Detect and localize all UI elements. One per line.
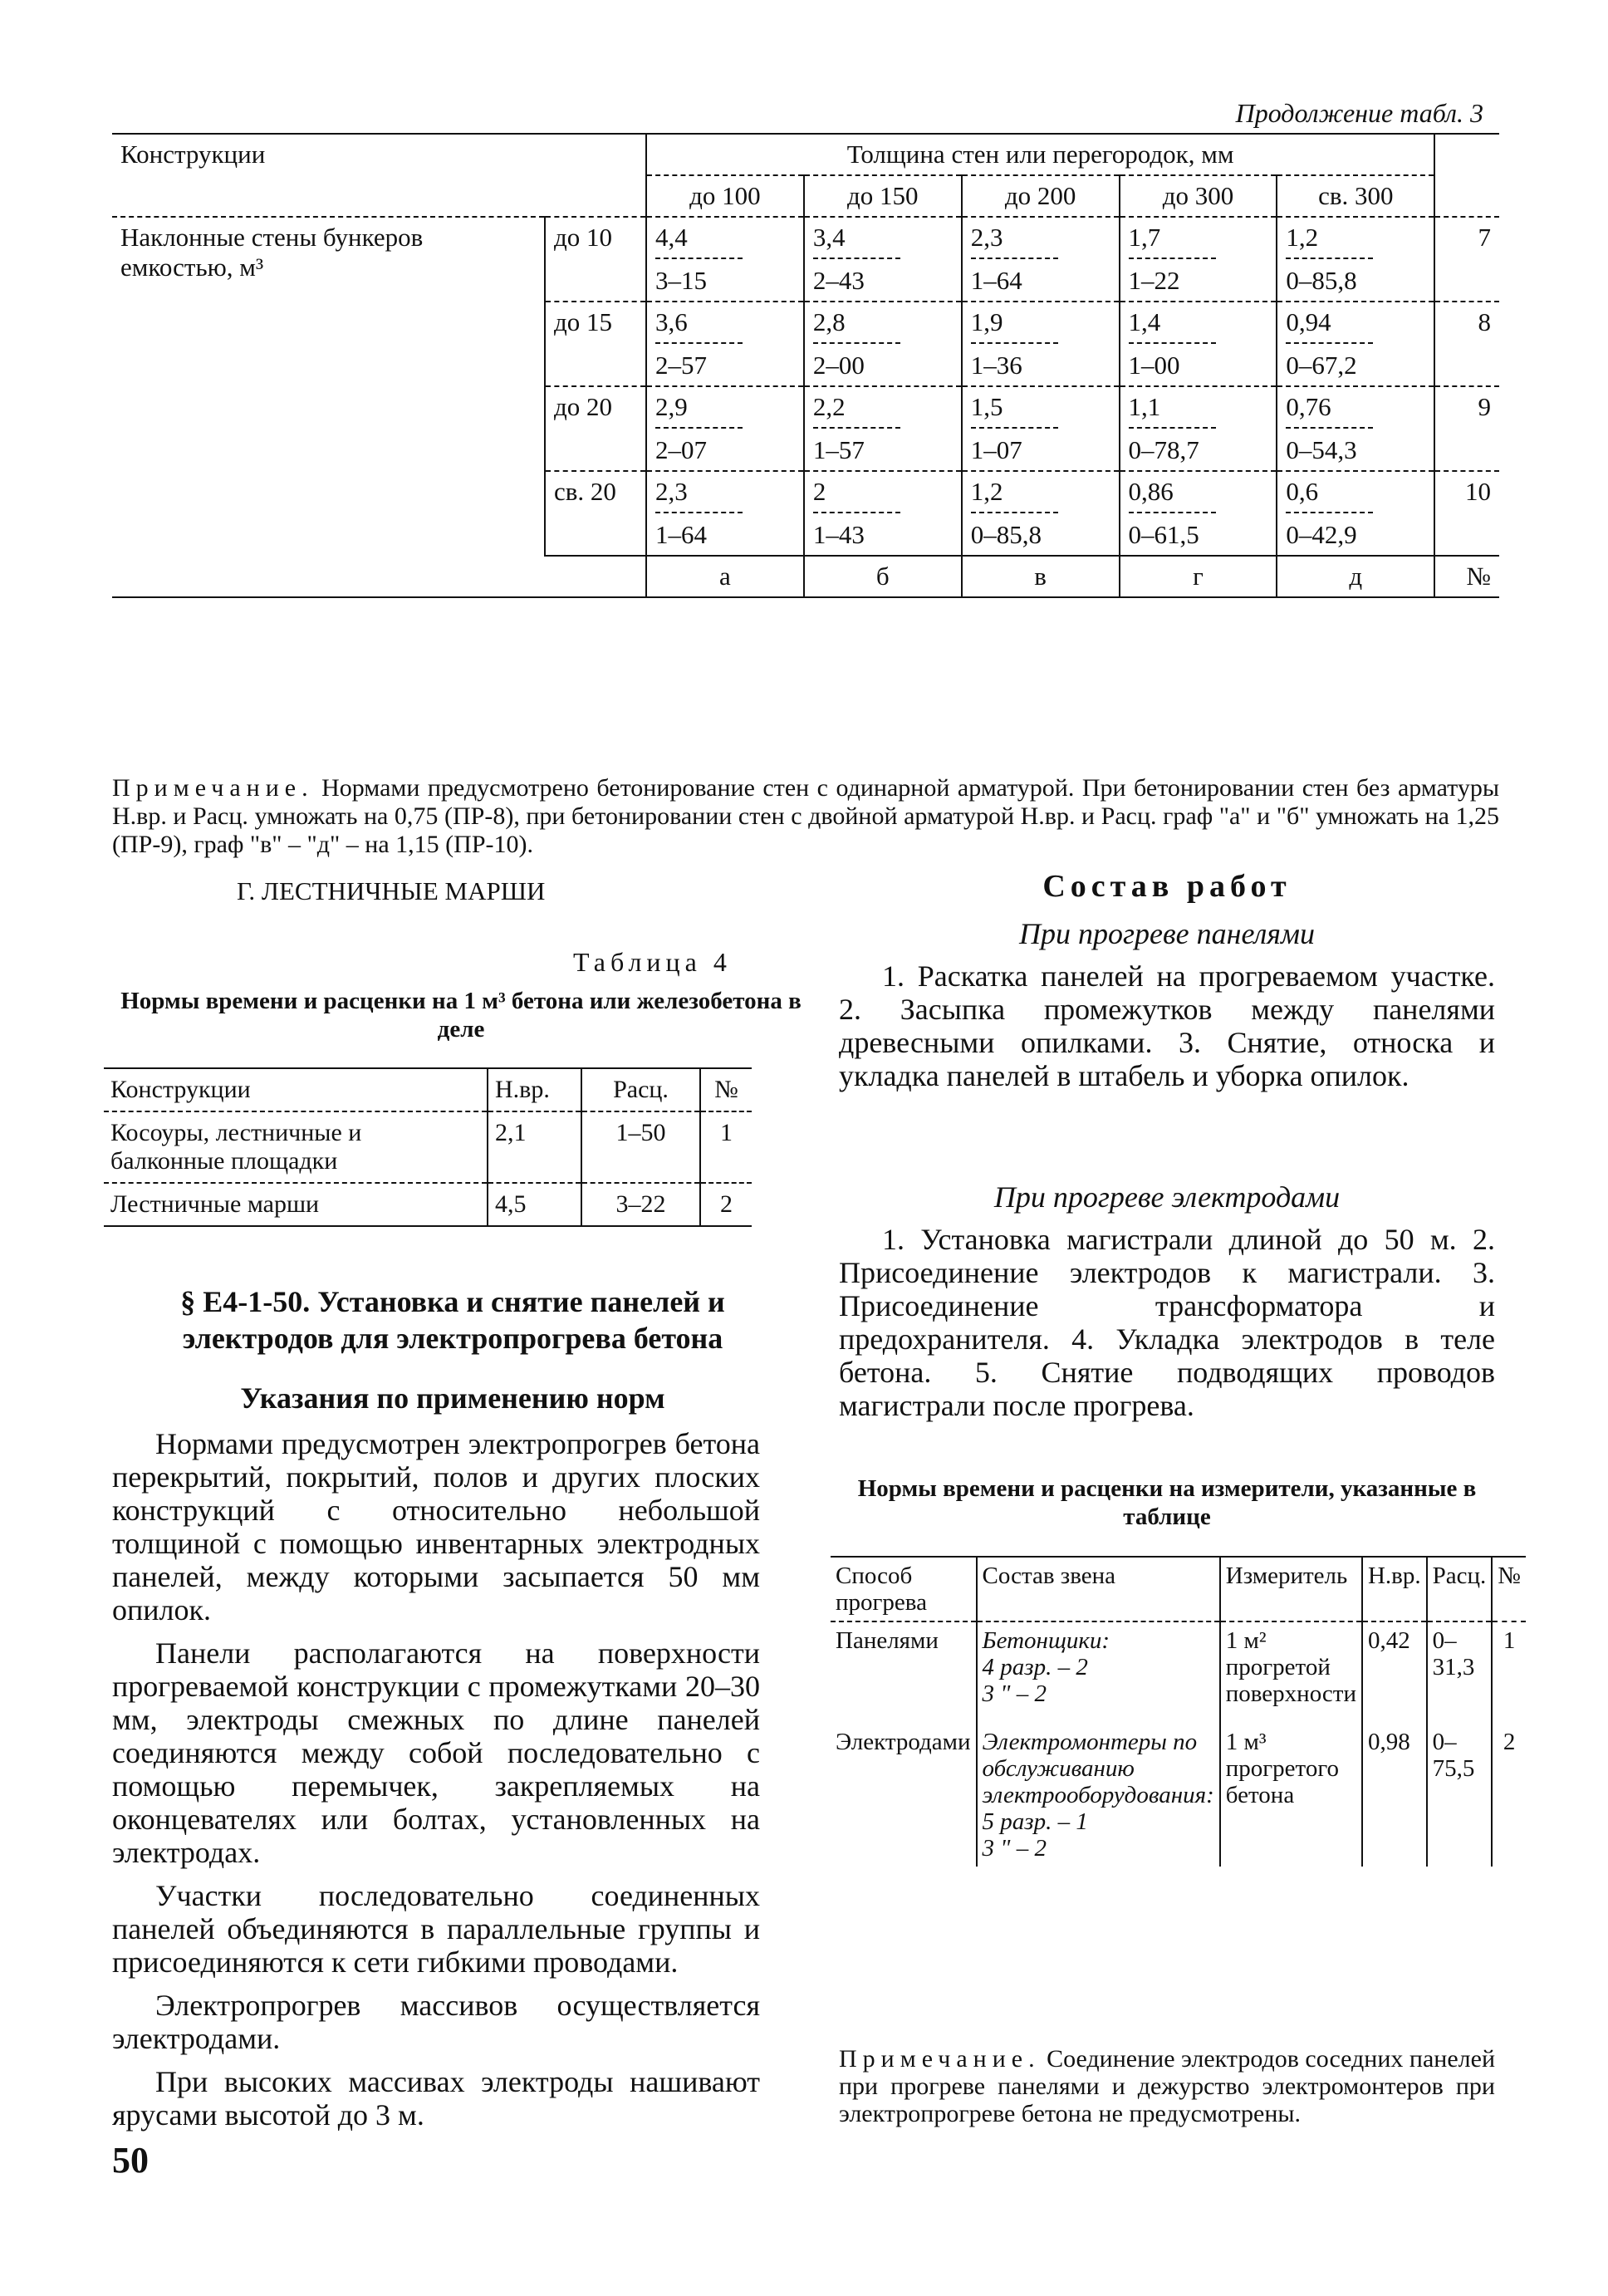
table-header: Н.вр. — [488, 1068, 581, 1111]
thickness-col: св. 300 — [1277, 175, 1434, 217]
table-cell: $\frac{1,1}{0-78,7}$ — [1120, 386, 1277, 471]
table-cell: $\frac{0,86}{0-61,5}$ — [1120, 471, 1277, 556]
panels-text-block — [839, 959, 1495, 1092]
table3-note — [112, 774, 1499, 859]
table-cell: $\frac{3,4}{2-43}$ — [804, 217, 962, 302]
column-letter: а — [646, 556, 804, 597]
electrodes-text-block — [839, 1223, 1495, 1422]
table-cell: $\frac{2,9}{2-07}$ — [646, 386, 804, 471]
table-cell: $\frac{1,5}{1-07}$ — [962, 386, 1120, 471]
table-cell: $\frac{1,4}{1-00}$ — [1120, 302, 1277, 386]
paragraph: Нормами предусмотрен электропрогрев бетона перекрытий, покрытий, полов и других плоских конструкций с относительно небольшой толщиной с помощью инвентарных электродных панелей, между которыми засыпается 50 мм опилок. — [112, 1427, 760, 1626]
table-cell: 4,5 — [488, 1183, 581, 1226]
thickness-col: до 150 — [804, 175, 962, 217]
table-header: № — [700, 1068, 752, 1111]
table-cell: Бетонщики: 4 разр. – 2 3 " – 2 — [977, 1621, 1220, 1712]
number-label: № — [1434, 556, 1499, 597]
table-cell: $\frac{2,3}{1-64}$ — [646, 471, 804, 556]
table-cell: 2 — [1492, 1712, 1526, 1867]
table-3 — [112, 133, 1499, 598]
paragraph: Электропрогрев массивов осуществляется электродами. — [112, 1989, 760, 2055]
table-4 — [104, 1067, 752, 1227]
table-cell: 1 — [700, 1111, 752, 1183]
table-cell: $\frac{0,76}{0-54,3}$ — [1277, 386, 1434, 471]
table-cell: $\frac{0,94}{0-67,2}$ — [1277, 302, 1434, 386]
table-header: Состав звена — [977, 1557, 1220, 1621]
thickness-col: до 100 — [646, 175, 804, 217]
note-text: Соединение электродов соседних панелей при прогреве панелями и дежурство электромонтеров при электропрогреве бетона не предусмотрены. — [839, 2045, 1496, 2127]
table-cell: $\frac{3,6}{2-57}$ — [646, 302, 804, 386]
table-row — [831, 1621, 1526, 1712]
column-letter: г — [1120, 556, 1277, 597]
table-cell: $\frac{2}{1-43}$ — [804, 471, 962, 556]
column-letter: б — [804, 556, 962, 597]
table-cell: Электродами — [836, 1729, 971, 1755]
thickness-col: до 200 — [962, 175, 1120, 217]
table-row — [831, 1712, 1526, 1867]
electrodes-heading: При прогреве электродами — [993, 1180, 1341, 1214]
table-cell: Электромонтеры по обслуживанию электрооборудования: 5 разр. – 1 3 " – 2 — [977, 1712, 1220, 1867]
panels-heading: При прогреве панелями — [1019, 917, 1315, 950]
table-header: Способ прогрева — [831, 1557, 977, 1621]
capacity-cell: до 20 — [545, 386, 646, 471]
table-cell: Панелями — [836, 1627, 939, 1654]
table-cell: 1–50 — [581, 1111, 700, 1183]
panels-text: 1. Раскатка панелей на прогреваемом участке. 2. Засыпка промежутков между панелями древесными опилками. 3. Снятие, относка и укладка панелей в штабель и уборка опилок. — [839, 959, 1495, 1092]
table-cell: 3–22 — [581, 1183, 700, 1226]
table-cell: 0,98 — [1362, 1712, 1427, 1867]
thickness-col: до 300 — [1120, 175, 1277, 217]
table-header: Измеритель — [1220, 1557, 1362, 1621]
table-cell: 2 — [700, 1183, 752, 1226]
table-cell: $\frac{1,2}{0-85,8}$ — [1277, 217, 1434, 302]
table-row — [104, 1183, 752, 1226]
row-number: 8 — [1434, 302, 1499, 386]
capacity-cell: до 15 — [545, 302, 646, 386]
capacity-cell: до 10 — [545, 217, 646, 302]
table-header: Н.вр. — [1362, 1557, 1427, 1621]
table-header: Расц. — [1427, 1557, 1493, 1621]
table-header: Конструкции — [104, 1068, 488, 1111]
table-continuation-note: Продолжение табл. 3 — [1235, 98, 1483, 128]
table-header: № — [1492, 1557, 1526, 1621]
paragraph: Участки последовательно соединенных панелей объединяются в параллельные группы и присоединяются к сети гибкими проводами. — [112, 1879, 760, 1979]
paragraph: Панели располагаются на поверхности прогреваемой конструкции с промежутками 20–30 мм, электроды смежных по длине панелей соединяются между собой последовательно с помощью перемычек, закрепляемых на оконцевателях или болтах, установленных на электродах. — [112, 1636, 760, 1869]
section-heading-stairs: Г. ЛЕСТНИЧНЫЕ МАРШИ — [237, 876, 546, 905]
table-cell: $\frac{2,3}{1-64}$ — [962, 217, 1120, 302]
table4-number: Таблица 4 — [573, 947, 732, 977]
table-cell: 1 м³ прогретого бетона — [1220, 1712, 1362, 1867]
header-construction: Конструкции — [112, 134, 646, 217]
row-number: 10 — [1434, 471, 1499, 556]
table-row — [104, 1111, 752, 1183]
guidelines-heading: Указания по применению норм — [240, 1381, 665, 1415]
table-cell: $\frac{1,7}{1-22}$ — [1120, 217, 1277, 302]
table-cell: $\frac{1,2}{0-85,8}$ — [962, 471, 1120, 556]
header-thickness: Толщина стен или перегородок, мм — [646, 134, 1434, 175]
table-header: Расц. — [581, 1068, 700, 1111]
table-cell: Косоуры, лестничные и балконные площадки — [104, 1111, 488, 1183]
table-cell: 0,42 — [1362, 1621, 1427, 1712]
table-cell: $\frac{1,9}{1-36}$ — [962, 302, 1120, 386]
note-label: Примечание. — [112, 774, 314, 802]
table-norms — [831, 1556, 1526, 1867]
page-number: 50 — [112, 2140, 149, 2181]
note-label: Примечание. — [839, 2045, 1041, 2073]
table-cell: 1 м² прогретой поверхности — [1220, 1621, 1362, 1712]
table-cell: Лестничные марши — [110, 1190, 320, 1218]
table-cell: 2,1 — [488, 1111, 581, 1183]
work-heading: Состав работ — [1042, 869, 1292, 904]
column-letter: д — [1277, 556, 1434, 597]
tableR-note — [839, 2045, 1495, 2127]
capacity-cell: св. 20 — [545, 471, 646, 556]
table-cell: 0–75,5 — [1427, 1712, 1493, 1867]
row-number: 9 — [1434, 386, 1499, 471]
tableR-caption: Нормы времени и расценки на измерители, указанные в таблице — [857, 1475, 1477, 1530]
guidelines-body — [112, 1427, 760, 2141]
row-number: 7 — [1434, 217, 1499, 302]
table-cell: $\frac{0,6}{0-42,9}$ — [1277, 471, 1434, 556]
table4-caption: Нормы времени и расценки на 1 м³ бетона или железобетона в деле — [120, 988, 802, 1043]
electrodes-text: 1. Установка магистрали длиной до 50 м. 2. Присоединение электродов к магистрали. 3. Присоединение трансформатора и предохранителя. 4. Укладка электродов в теле бетона. 5. Снятие подводящих проводов магистрали после прогрева. — [839, 1223, 1495, 1422]
table-cell: 0–31,3 — [1427, 1621, 1493, 1712]
table-cell: $\frac{2,2}{1-57}$ — [804, 386, 962, 471]
section-title: § Е4-1-50. Установка и снятие панелей и электродов для электропрогрева бетона — [180, 1285, 725, 1355]
row-label: Наклонные стены бункеров емкостью, м³ — [120, 223, 424, 282]
column-letter: в — [962, 556, 1120, 597]
note-text: Нормами предусмотрено бетонирование стен с одинарной арматурой. При бетонировании стен без арматуры Н.вр. и Расц. умножать на 0,75 (ПР-8), при бетонировании стен с двойной арматурой Н.вр. и Расц. граф "а" и "б" умножать на 1,25 (ПР-9), граф "в" – "д" – на 1,15 (ПР-10). — [112, 774, 1499, 858]
paragraph: При высоких массивах электроды нашивают ярусами высотой до 3 м. — [112, 2065, 760, 2132]
table-cell: $\frac{2,8}{2-00}$ — [804, 302, 962, 386]
table-cell: $\frac{4,4}{3-15}$ — [646, 217, 804, 302]
table-cell: 1 — [1492, 1621, 1526, 1712]
